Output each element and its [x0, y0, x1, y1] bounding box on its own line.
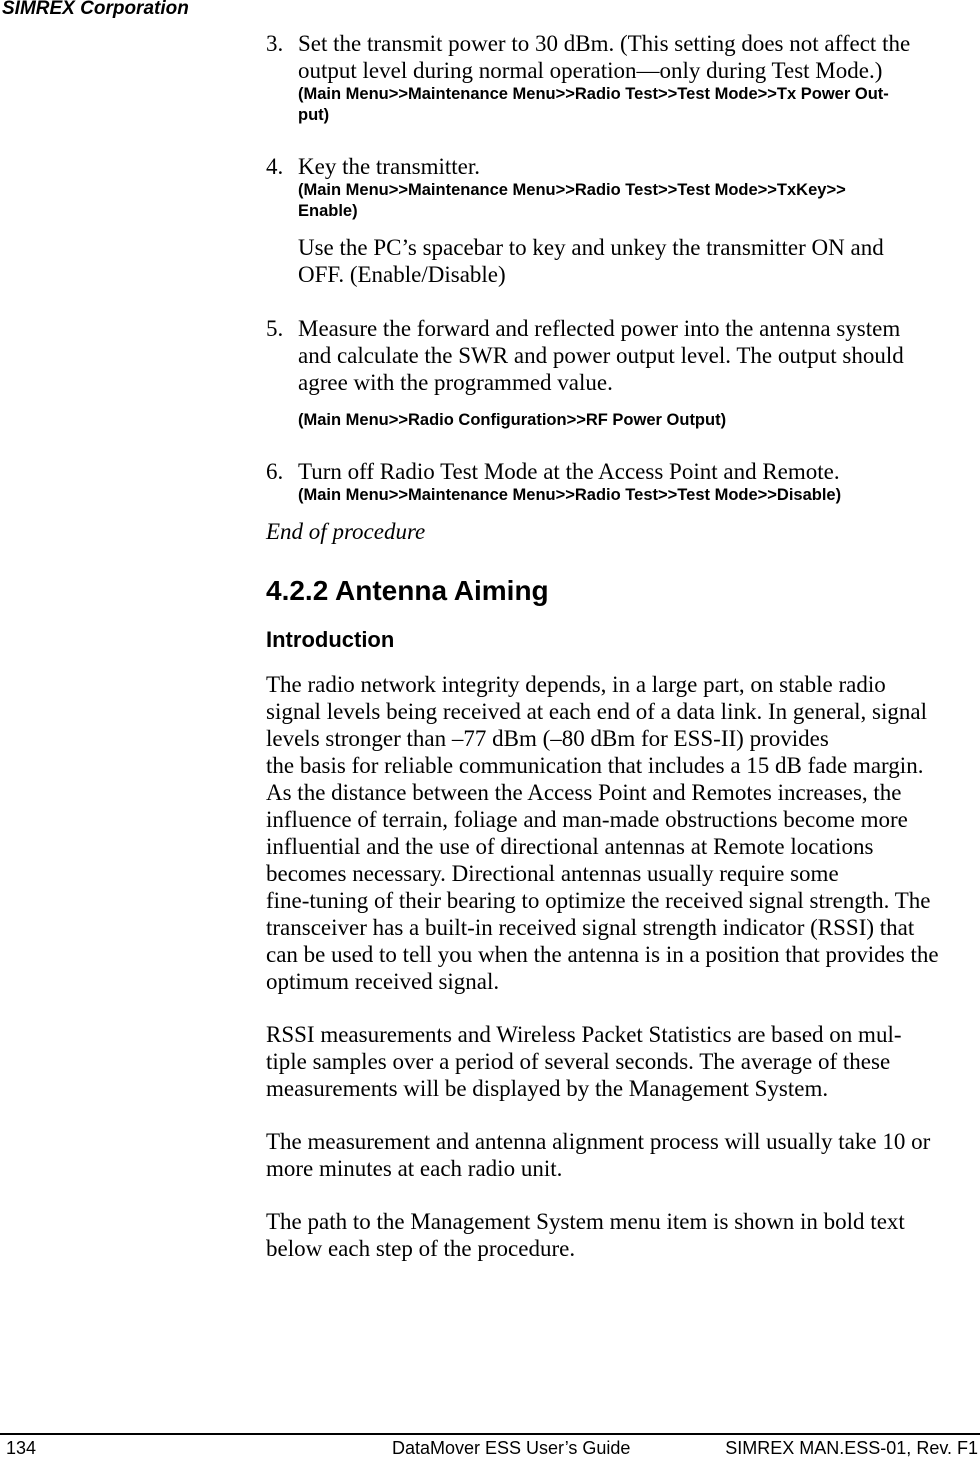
- paragraph-line: RSSI measurements and Wireless Packet Statistics are based on mul-: [266, 1022, 902, 1047]
- menu-path: [298, 485, 976, 506]
- step-line: agree with the programmed value.: [298, 370, 613, 395]
- step-number: 4.: [266, 154, 284, 179]
- paragraph-line: optimum received signal.: [266, 969, 500, 994]
- procedure-step: [266, 458, 976, 506]
- step-text: [298, 30, 976, 84]
- body-paragraph: [266, 1128, 976, 1182]
- end-of-procedure: End of procedure: [266, 519, 426, 544]
- paragraph-line: As the distance between the Access Point and Remotes increases, the: [266, 780, 902, 805]
- menu-path: [298, 410, 976, 431]
- menu-path-line: (Main Menu>>Radio Configuration>>RF Power Output): [298, 411, 727, 429]
- paragraph-line: influential and the use of directional antennas at Remote locations: [266, 834, 874, 859]
- step-text: [298, 458, 976, 485]
- paragraph-line: The radio network integrity depends, in a large part, on stable radio: [266, 672, 886, 697]
- step-note-line: Use the PC’s spacebar to key and unkey the transmitter ON and: [298, 235, 884, 260]
- step-number: 6.: [266, 459, 284, 484]
- footer-rule: [0, 1433, 980, 1435]
- step-line: Key the transmitter.: [298, 154, 481, 179]
- procedure-step: [266, 153, 976, 288]
- section-number: 4.2.2: [266, 575, 329, 606]
- paragraph-line: becomes necessary. Directional antennas usually require some: [266, 861, 839, 886]
- paragraph-line: influence of terrain, foliage and man-made obstructions become more: [266, 807, 908, 832]
- paragraph-line: levels stronger than –77 dBm (–80 dBm for ESS-II) provides: [266, 726, 829, 751]
- paragraph-line: measurements will be displayed by the Management System.: [266, 1076, 829, 1101]
- section-title: Antenna Aiming: [335, 575, 549, 606]
- step-line: Set the transmit power to 30 dBm. (This setting does not affect the: [298, 31, 911, 56]
- paragraph-line: The measurement and antenna alignment process will usually take 10 or: [266, 1129, 931, 1154]
- page-number: 134: [6, 1438, 37, 1458]
- procedure-step: [266, 30, 976, 126]
- body-paragraph: [266, 1021, 976, 1102]
- step-line: Measure the forward and reflected power into the antenna system: [298, 316, 901, 341]
- step-number: 3.: [266, 31, 284, 56]
- step-note-line: OFF. (Enable/Disable): [298, 262, 506, 287]
- menu-path-line: Enable): [298, 202, 358, 220]
- menu-path: [298, 84, 976, 126]
- menu-path-line: (Main Menu>>Maintenance Menu>>Radio Test>>Test Mode>>Disable): [298, 486, 842, 504]
- menu-path-line: (Main Menu>>Maintenance Menu>>Radio Test>>Test Mode>>Tx Power Out-: [298, 85, 889, 103]
- procedure-step: [266, 315, 976, 431]
- menu-path-line: (Main Menu>>Maintenance Menu>>Radio Test>>Test Mode>>TxKey>>: [298, 181, 846, 199]
- menu-path-line: put): [298, 106, 330, 124]
- step-text: [298, 315, 976, 396]
- paragraph-line: signal levels being received at each end of a data link. In general, signal: [266, 699, 927, 724]
- page-body: [266, 30, 976, 1262]
- step-note: [298, 234, 976, 288]
- step-line: output level during normal operation—only during Test Mode.): [298, 58, 883, 83]
- step-text: [298, 153, 976, 180]
- paragraph-line: the basis for reliable communication that includes a 15 dB fade margin.: [266, 753, 924, 778]
- guide-title: DataMover ESS User’s Guide: [392, 1438, 631, 1458]
- section-heading: [266, 575, 976, 607]
- step-line: and calculate the SWR and power output level. The output should: [298, 343, 904, 368]
- paragraph-line: more minutes at each radio unit.: [266, 1156, 563, 1181]
- step-line: Turn off Radio Test Mode at the Access Point and Remote.: [298, 459, 840, 484]
- document-id: SIMREX MAN.ESS-01, Rev. F1: [725, 1438, 978, 1458]
- paragraph-line: fine-tuning of their bearing to optimize the received signal strength. The: [266, 888, 931, 913]
- paragraph-line: transceiver has a built-in received signal strength indicator (RSSI) that: [266, 915, 915, 940]
- body-paragraph: [266, 671, 976, 995]
- step-number: 5.: [266, 316, 284, 341]
- menu-path: [298, 180, 976, 222]
- paragraph-line: tiple samples over a period of several seconds. The average of these: [266, 1049, 891, 1074]
- paragraph-line: below each step of the procedure.: [266, 1236, 576, 1261]
- paragraph-line: can be used to tell you when the antenna is in a position that provides the: [266, 942, 939, 967]
- running-header: SIMREX Corporation: [2, 0, 189, 19]
- body-paragraph: [266, 1208, 976, 1262]
- paragraph-line: The path to the Management System menu item is shown in bold text: [266, 1209, 905, 1234]
- subheading: Introduction: [266, 627, 395, 652]
